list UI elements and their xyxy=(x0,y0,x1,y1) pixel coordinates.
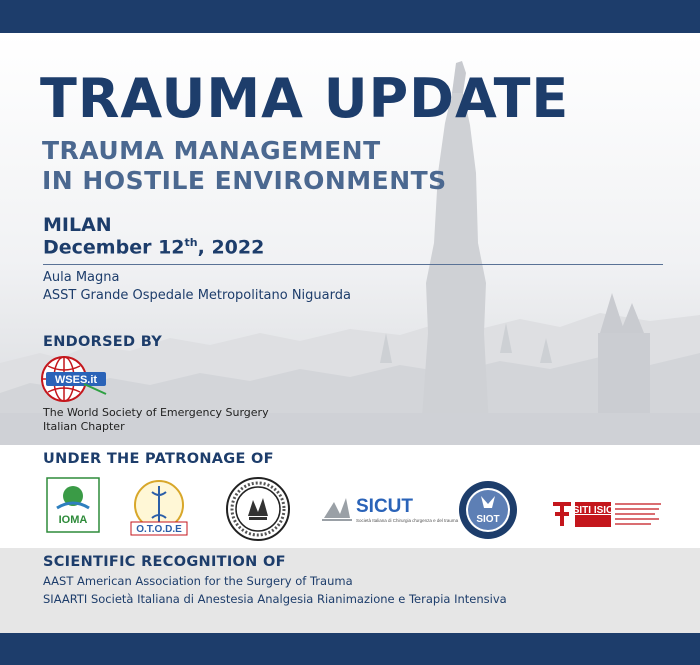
siti-isic-logo xyxy=(551,498,663,532)
siot-text: SIOT xyxy=(476,514,500,525)
subtitle-line-2: IN HOSTILE ENVIRONMENTS xyxy=(42,166,447,195)
wses-chapter: Italian Chapter xyxy=(43,420,125,433)
event-title: TRAUMA UPDATE xyxy=(40,67,570,130)
otode-text: O.T.O.D.E xyxy=(136,524,182,535)
event-city: MILAN xyxy=(43,214,112,236)
subtitle-line-1: TRAUMA MANAGEMENT xyxy=(42,136,381,165)
recognition-siaarti: SIAARTI Società Italiana di Anestesia Analgesia Rianimazione e Terapia Intensiva xyxy=(43,592,507,606)
patronage-logos xyxy=(0,470,700,548)
endorsed-heading: ENDORSED BY xyxy=(43,334,163,350)
sicut-caption: Società Italiana di Chirurgia d'urgenza e del trauma xyxy=(356,518,459,523)
date-suffix: , 2022 xyxy=(197,236,265,259)
venue-hospital: ASST Grande Ospedale Metropolitano Niguarda xyxy=(43,288,351,303)
date-prefix: December 12 xyxy=(43,236,185,259)
recognition-heading: SCIENTIFIC RECOGNITION OF xyxy=(43,554,286,570)
bottom-bar xyxy=(0,633,700,665)
wses-name: The World Society of Emergency Surgery xyxy=(43,406,269,419)
ioma-logo xyxy=(47,478,99,532)
sicut-logo xyxy=(320,488,459,532)
top-bar xyxy=(0,0,700,33)
recognition-aast: AAST American Association for the Surgery of Trauma xyxy=(43,574,353,588)
wses-logo xyxy=(40,356,112,402)
siot-logo xyxy=(455,480,521,540)
society-seal-logo xyxy=(225,476,291,542)
venue-room: Aula Magna xyxy=(43,270,120,285)
patronage-heading: UNDER THE PATRONAGE OF xyxy=(43,451,274,467)
wses-logo-text: WSES.it xyxy=(54,374,98,386)
ioma-text: IOMA xyxy=(58,514,88,526)
siti-isic-text: SITI ISIC xyxy=(572,505,614,516)
otode-logo xyxy=(124,478,194,538)
date-ordinal: th xyxy=(184,236,198,249)
divider xyxy=(43,264,663,265)
event-subtitle xyxy=(42,136,447,196)
sicut-text: SICUT xyxy=(356,496,413,517)
event-date xyxy=(43,236,264,258)
